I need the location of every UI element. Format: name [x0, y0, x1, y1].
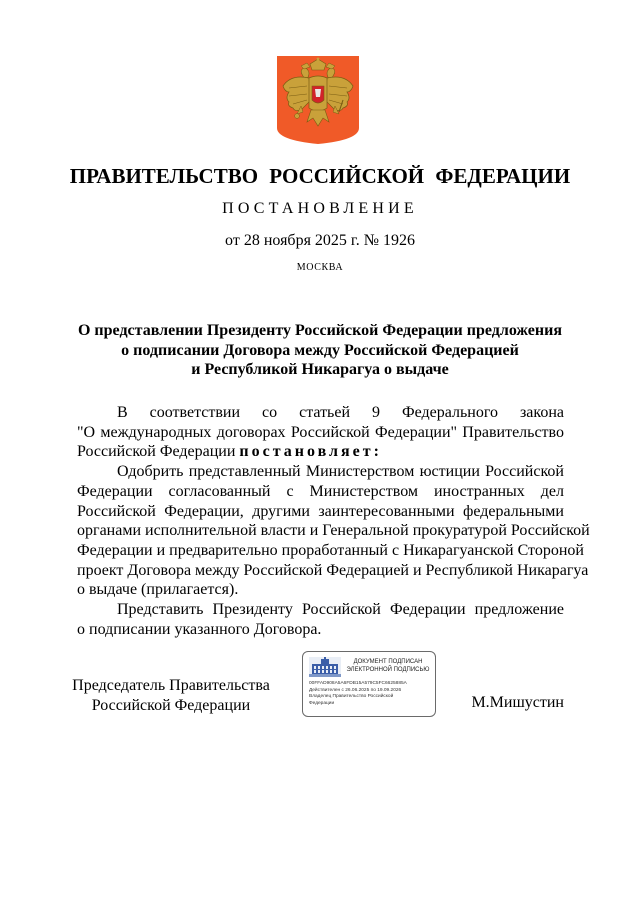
document-date-number: от 28 ноября 2025 г. № 1926 [225, 232, 415, 249]
position-line: Российской Федерации [91, 696, 251, 714]
document-type: ПОСТАНОВЛЕНИЕ [222, 200, 418, 217]
signatory-name: М.Мишустин [471, 694, 564, 711]
document-city: МОСКВА [296, 262, 344, 273]
certificate-number: 00FFAD908A5A6FDB15A579C5FC6625885A [309, 681, 407, 686]
paragraph-2 [77, 462, 590, 600]
document-body [77, 403, 590, 639]
position-line: Председатель Правительства [72, 677, 270, 694]
body-line: Федерации согласованный с Министерством иностранных дел [77, 482, 564, 500]
body-line: "О международных договорах Российской Федерации" Правительство [77, 423, 564, 441]
body-line: Российской Федерации, другими заинтересованными федеральными [77, 502, 564, 520]
stamp-title-line: ДОКУМЕНТ ПОДПИСАН [353, 659, 423, 665]
paragraph-1 [77, 403, 564, 462]
stamp-title [343, 659, 433, 674]
electronic-signature-stamp [302, 651, 436, 717]
body-line: проект Договора между Российской Федерацией и Республикой Никарагуа [77, 561, 589, 579]
signatory-position [60, 676, 282, 715]
body-line: Федерации и предварительно проработанный с Никарагуанской Стороной [77, 541, 584, 559]
document-heading [60, 321, 580, 380]
body-text: Российской Федерации [77, 443, 236, 461]
decree-keyword: постановляет: [239, 443, 382, 461]
heading-line: о подписании Договора между Российской Федерацией [121, 341, 519, 359]
body-line: о подписании указанного Договора. [77, 620, 322, 638]
body-line: о выдаче (прилагается). [77, 581, 239, 599]
body-line [77, 442, 564, 462]
government-building-icon [309, 657, 341, 677]
heading-line: О представлении Президенту Российской Федерации предложения [77, 322, 562, 339]
coat-of-arms-icon [277, 56, 359, 144]
body-line: органами исполнительной власти и Генеральной прокуратурой Российской [77, 522, 590, 540]
validity-period: Действителен с 26.06.2025 по 19.09.2026 [309, 687, 402, 693]
heading-line: и Республикой Никарагуа о выдаче [191, 361, 449, 378]
body-line: В соответствии со статьей 9 Федерального закона [117, 404, 564, 421]
paragraph-3 [77, 600, 564, 639]
government-title: ПРАВИТЕЛЬСТВО РОССИЙСКОЙ ФЕДЕРАЦИИ [69, 164, 571, 188]
body-line: Одобрить представленный Министерством юстиции Российской [117, 463, 564, 481]
stamp-title-line: ЭЛЕКТРОННОЙ ПОДПИСЬЮ [346, 666, 430, 673]
certificate-owner: Владелец Правительство Российской [309, 694, 394, 700]
certificate-owner: Федерации [309, 700, 335, 706]
body-line: Представить Президенту Российской Федерации предложение [117, 601, 564, 619]
stamp-details [309, 681, 433, 707]
